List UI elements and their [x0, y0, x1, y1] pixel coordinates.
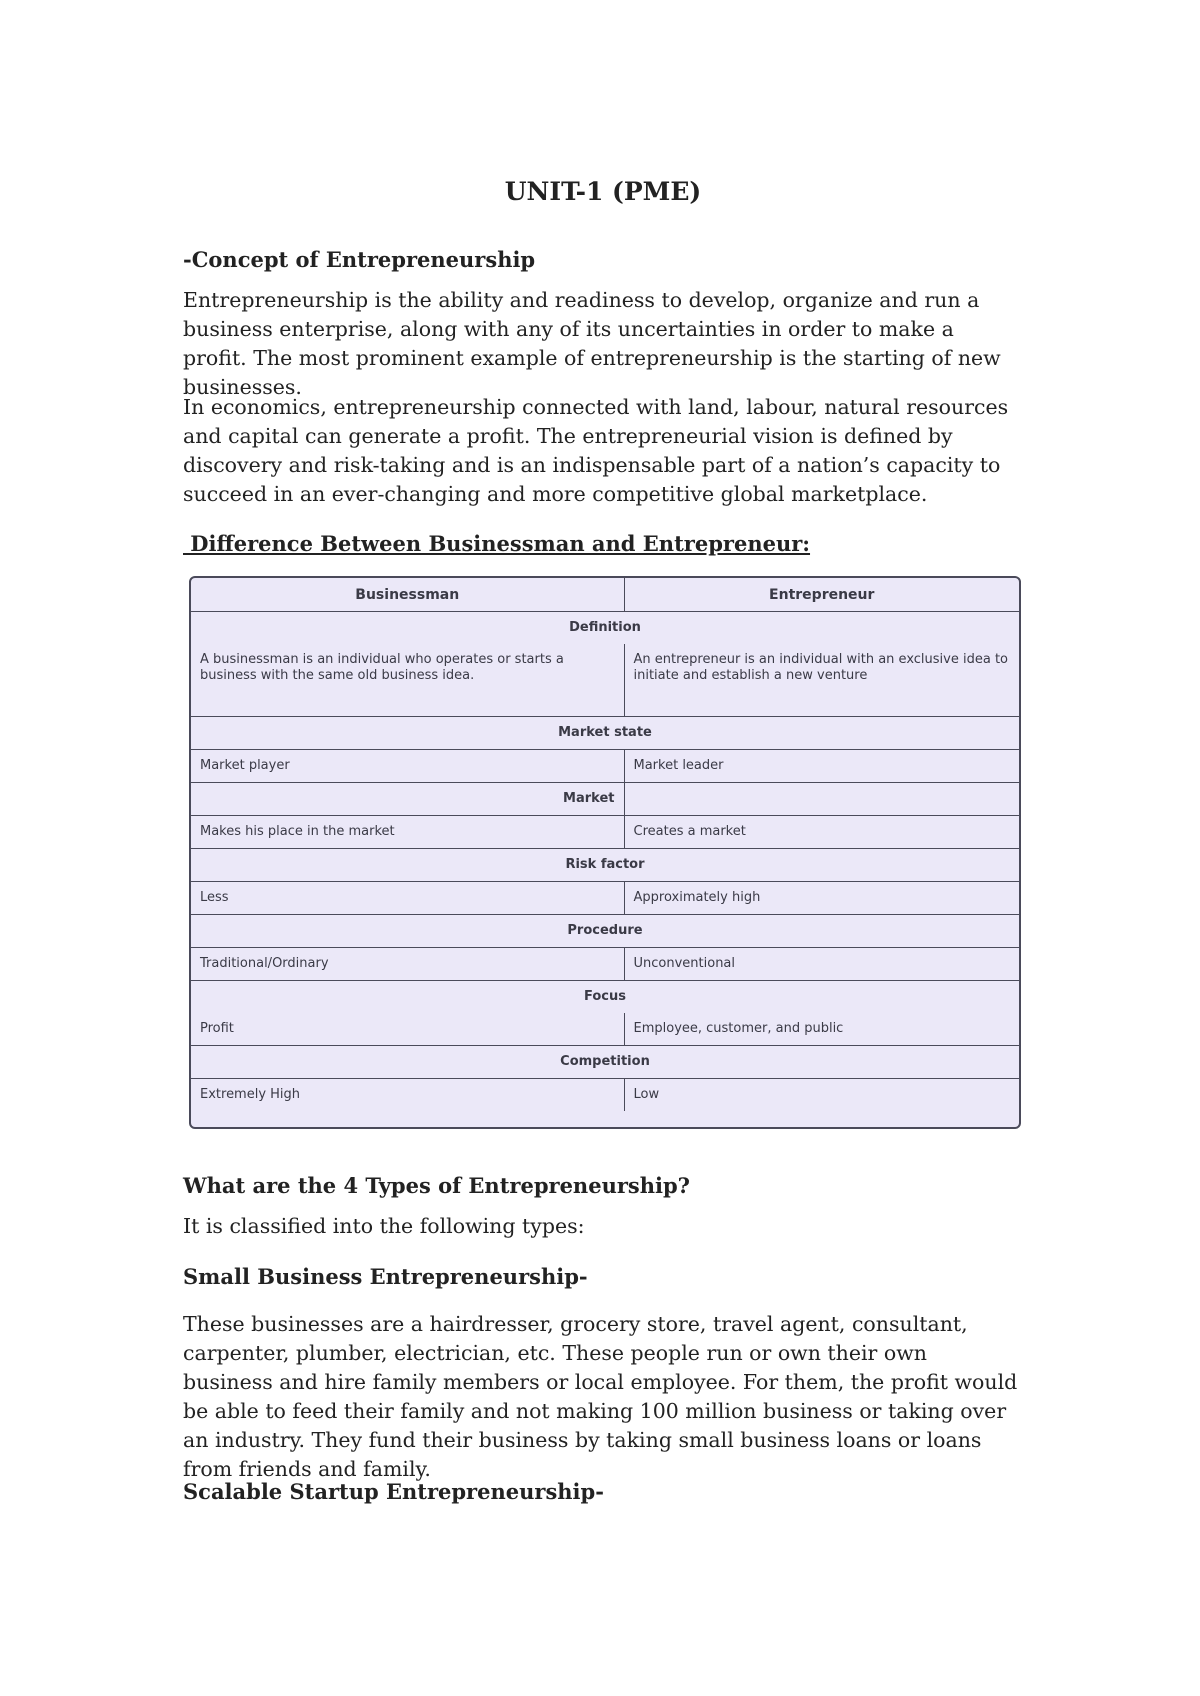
section-row [191, 612, 1019, 645]
section-row [191, 915, 1019, 948]
concept-paragraph-1: Entrepreneurship is the ability and readiness to develop, organize and run a business enterprise, along with any of its uncertainties in order to make a profit. The most prominent example of entrepreneurship is the starting of new businesses. [183, 288, 1001, 399]
section-label-definition: Definition [191, 612, 1019, 645]
concept-heading: -Concept of Entrepreneurship [183, 247, 536, 272]
section-row [191, 849, 1019, 882]
section-label-risk-factor: Risk factor [191, 849, 1019, 882]
businessman-cell: Market player [191, 750, 624, 783]
entrepreneur-cell: Approximately high [624, 882, 1019, 915]
businessman-cell: Extremely High [191, 1079, 624, 1112]
types-intro: It is classified into the following types: [183, 1214, 585, 1238]
table-row [191, 1013, 1019, 1046]
table-row [191, 644, 1019, 717]
entrepreneur-cell: Creates a market [624, 816, 1019, 849]
businessman-cell: Less [191, 882, 624, 915]
difference-heading: Difference Between Businessman and Entrepreneur: [183, 531, 811, 556]
small-business-paragraph: These businesses are a hairdresser, grocery store, travel agent, consultant, carpenter, plumber, electrician, etc. These people run or own their own business and hire family members or local employee. For them, the profit would be able to feed their family and not making 100 million business or taking over an industry. They fund their business by taking small business loans or loans from friends and family. [183, 1312, 1018, 1481]
table-row [191, 816, 1019, 849]
section-empty-cell [624, 783, 1019, 816]
section-label-focus: Focus [191, 981, 1019, 1014]
table-row [191, 948, 1019, 981]
column-header-entrepreneur: Entrepreneur [624, 578, 1019, 612]
scalable-startup-heading: Scalable Startup Entrepreneurship- [183, 1479, 604, 1504]
comparison-table [189, 576, 1021, 1129]
businessman-cell: Makes his place in the market [191, 816, 624, 849]
section-label-market-state: Market state [191, 717, 1019, 750]
page-title: UNIT-1 (PME) [504, 177, 702, 206]
businessman-cell: Profit [191, 1013, 624, 1046]
section-row [191, 717, 1019, 750]
table-row [191, 1079, 1019, 1112]
section-label-market: Market [191, 783, 624, 816]
column-header-businessman: Businessman [191, 578, 624, 612]
table-row [191, 882, 1019, 915]
section-row [191, 783, 1019, 816]
section-row [191, 981, 1019, 1014]
entrepreneur-cell: Market leader [624, 750, 1019, 783]
businessman-cell: A businessman is an individual who operates or starts a business with the same old business idea. [191, 644, 624, 717]
types-heading: What are the 4 Types of Entrepreneurship? [183, 1173, 690, 1198]
section-label-procedure: Procedure [191, 915, 1019, 948]
businessman-cell: Traditional/Ordinary [191, 948, 624, 981]
table-header-row [191, 578, 1019, 612]
small-business-heading: Small Business Entrepreneurship- [183, 1264, 588, 1289]
concept-paragraph-2: In economics, entrepreneurship connected with land, labour, natural resources and capital can generate a profit. The entrepreneurial vision is defined by discovery and risk-taking and is an indispensable part of a nation’s capacity to succeed in an ever-changing and more competitive global marketplace. [183, 395, 1009, 506]
section-row [191, 1046, 1019, 1079]
entrepreneur-cell: Unconventional [624, 948, 1019, 981]
entrepreneur-cell: Low [624, 1079, 1019, 1112]
entrepreneur-cell: Employee, customer, and public [624, 1013, 1019, 1046]
entrepreneur-cell: An entrepreneur is an individual with an exclusive idea to initiate and establish a new venture [624, 644, 1019, 717]
section-label-competition: Competition [191, 1046, 1019, 1079]
table-row [191, 750, 1019, 783]
